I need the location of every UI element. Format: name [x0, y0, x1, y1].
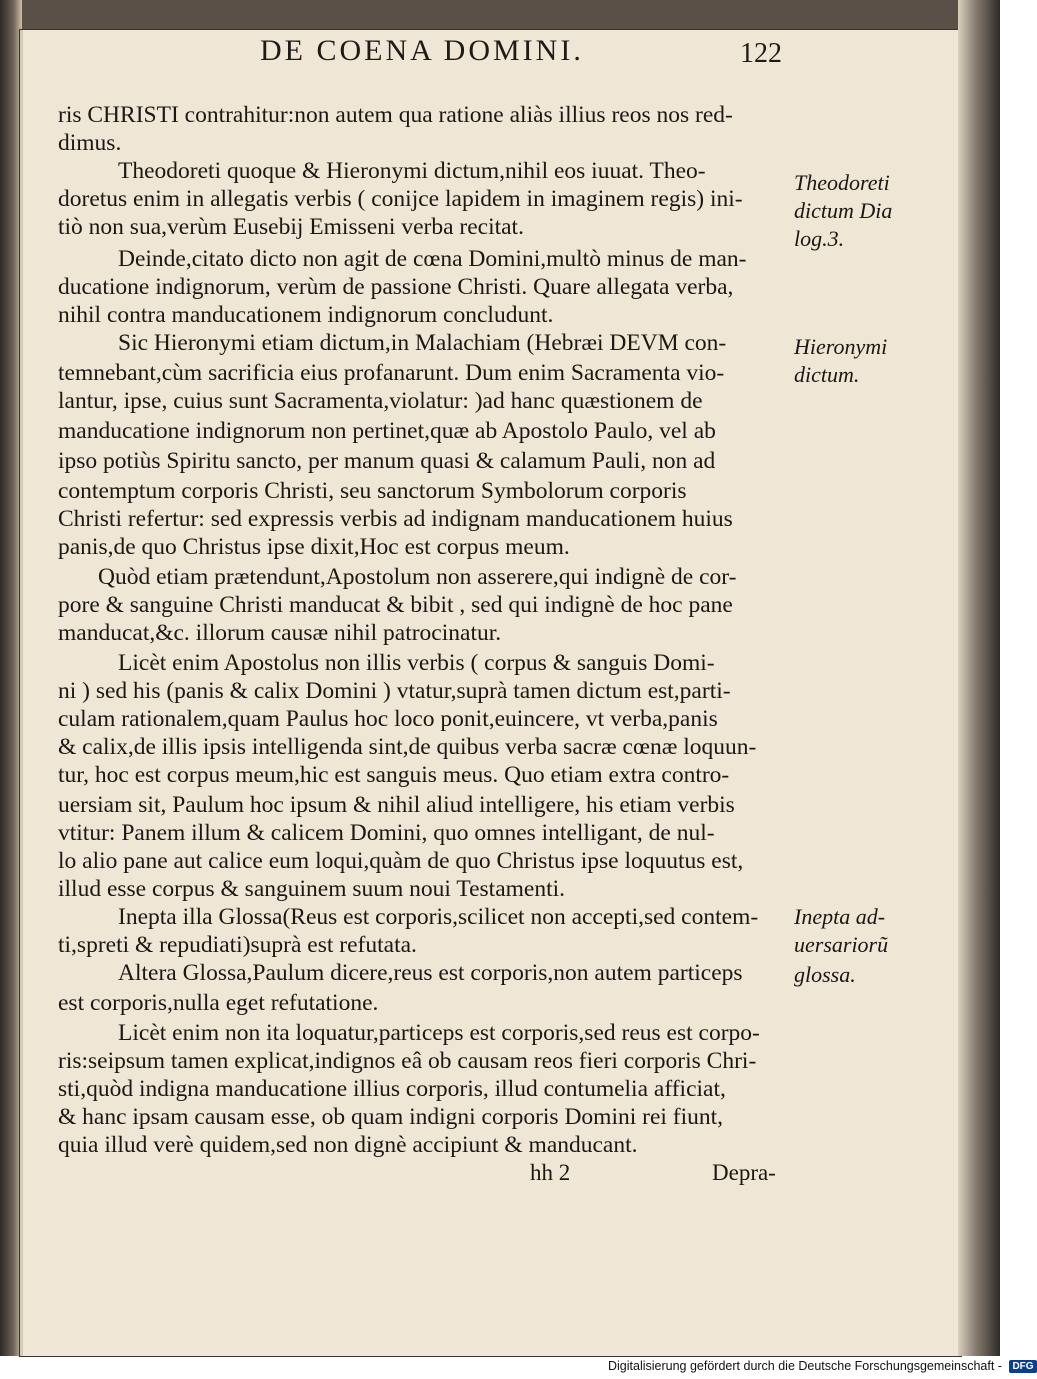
- text-line: ducatione indignorum, verùm de passione Christi. Quare allegata verba,: [58, 274, 734, 300]
- text-line: illud esse corpus & sanguinem suum noui Testamenti.: [58, 876, 566, 902]
- text-line: Theodoreti quoque & Hieronymi dictum,nihil eos iuuat. Theo-: [118, 158, 706, 184]
- text-line: ris CHRISTI contrahitur:non autem qua ratione aliàs illius reos nos red-: [58, 102, 733, 128]
- margin-note: Inepta ad-: [794, 904, 886, 929]
- book-binding-edge: [0, 0, 22, 1356]
- text-line: lantur, ipse, cuius sunt Sacramenta,violatur: )ad hanc quæstionem de: [58, 388, 703, 414]
- margin-note: glossa.: [794, 962, 856, 987]
- page-number: 122: [740, 38, 782, 69]
- text-line: ipso potiùs Spiritu sancto, per manum quasi & calamum Pauli, non ad: [58, 448, 716, 474]
- text-line: Christi refertur: sed expressis verbis ad indignam manducationem huius: [58, 506, 733, 532]
- margin-note: dictum Dia: [794, 198, 893, 223]
- signature-mark: hh 2: [530, 1160, 571, 1185]
- text-line: & calix,de illis ipsis intelligenda sint,de quibus verba sacræ cœnæ loquun-: [58, 734, 757, 760]
- book-fore-edge: [958, 0, 1000, 1356]
- text-line: Licèt enim Apostolus non illis verbis ( corpus & sanguis Domi-: [118, 650, 715, 676]
- running-head: DE COENA DOMINI.: [260, 34, 584, 67]
- text-line: pore & sanguine Christi manducat & bibit , sed qui indignè de hoc pane: [58, 592, 733, 618]
- text-line: quia illud verè quidem,sed non dignè accipiunt & manducant.: [58, 1132, 638, 1158]
- text-line: Quòd etiam prætendunt,Apostolum non asserere,qui indignè de cor-: [98, 564, 737, 590]
- catchword: Depra-: [712, 1160, 776, 1185]
- dfg-logo: DFG: [1009, 1360, 1036, 1373]
- text-line: doretus enim in allegatis verbis ( conijce lapidem in imaginem regis) ini-: [58, 186, 743, 212]
- text-line: ni ) sed his (panis & calix Domini ) vtatur,suprà tamen dictum est,parti-: [58, 678, 731, 704]
- text-line: dimus.: [58, 130, 122, 156]
- text-line: Altera Glossa,Paulum dicere,reus est corporis,non autem particeps: [118, 960, 743, 986]
- text-line: Sic Hieronymi etiam dictum,in Malachiam (Hebræi DEVM con-: [118, 330, 727, 356]
- text-line: sti,quòd indigna manducatione illius corporis, illud contumelia afficiat,: [58, 1076, 726, 1102]
- text-line: Inepta illa Glossa(Reus est corporis,scilicet non accepti,sed contem-: [118, 904, 759, 930]
- margin-note: Hieronymi: [794, 334, 888, 359]
- text-line: culam rationalem,quam Paulus hoc loco ponit,euincere, vt verba,panis: [58, 706, 718, 732]
- margin-note: Theodoreti: [794, 170, 890, 195]
- margin-note: dictum.: [794, 362, 860, 387]
- text-line: est corporis,nulla eget refutatione.: [58, 990, 379, 1016]
- text-line: nihil contra manducationem indignorum concludunt.: [58, 302, 554, 328]
- text-line: & hanc ipsam causam esse, ob quam indigni corporis Domini rei fiunt,: [58, 1104, 724, 1130]
- text-line: tur, hoc est corpus meum,hic est sanguis meus. Quo etiam extra contro-: [58, 762, 730, 788]
- text-line: ti,spreti & repudiati)suprà est refutata.: [58, 932, 417, 958]
- text-line: lo alio pane aut calice eum loqui,quàm de quo Christus ipse loquutus est,: [58, 848, 744, 874]
- footer-text: Digitalisierung gefördert durch die Deutsche Forschungsgemeinschaft -: [608, 1359, 1002, 1373]
- margin-note: log.3.: [794, 226, 845, 251]
- text-line: ris:seipsum tamen explicat,indignos eâ ob causam reos fieri corporis Chri-: [58, 1048, 757, 1074]
- text-line: manducat,&c. illorum causæ nihil patrocinatur.: [58, 620, 502, 646]
- text-line: contemptum corporis Christi, seu sanctorum Symbolorum corporis: [58, 478, 687, 504]
- text-line: manducatione indignorum non pertinet,quæ ab Apostolo Paulo, vel ab: [58, 418, 716, 444]
- text-line: tiò non sua,verùm Eusebij Emisseni verba recitat.: [58, 214, 524, 240]
- text-line: temnebant,cùm sacrificia eius profanarunt. Dum enim Sacramenta vio-: [58, 360, 725, 386]
- text-line: uersiam sit, Paulum hoc ipsum & nihil aliud intelligere, his etiam verbis: [58, 792, 735, 818]
- text-line: vtitur: Panem illum & calicem Domini, quo omnes intelligant, de nul-: [58, 820, 715, 846]
- text-line: Deinde,citato dicto non agit de cœna Domini,multò minus de man-: [118, 246, 747, 272]
- text-line: panis,de quo Christus ipse dixit,Hoc est corpus meum.: [58, 534, 570, 560]
- margin-note: uersariorũ: [794, 932, 889, 957]
- digitization-footer: [608, 1359, 1037, 1379]
- text-line: Licèt enim non ita loquatur,particeps est corporis,sed reus est corpo-: [118, 1020, 760, 1046]
